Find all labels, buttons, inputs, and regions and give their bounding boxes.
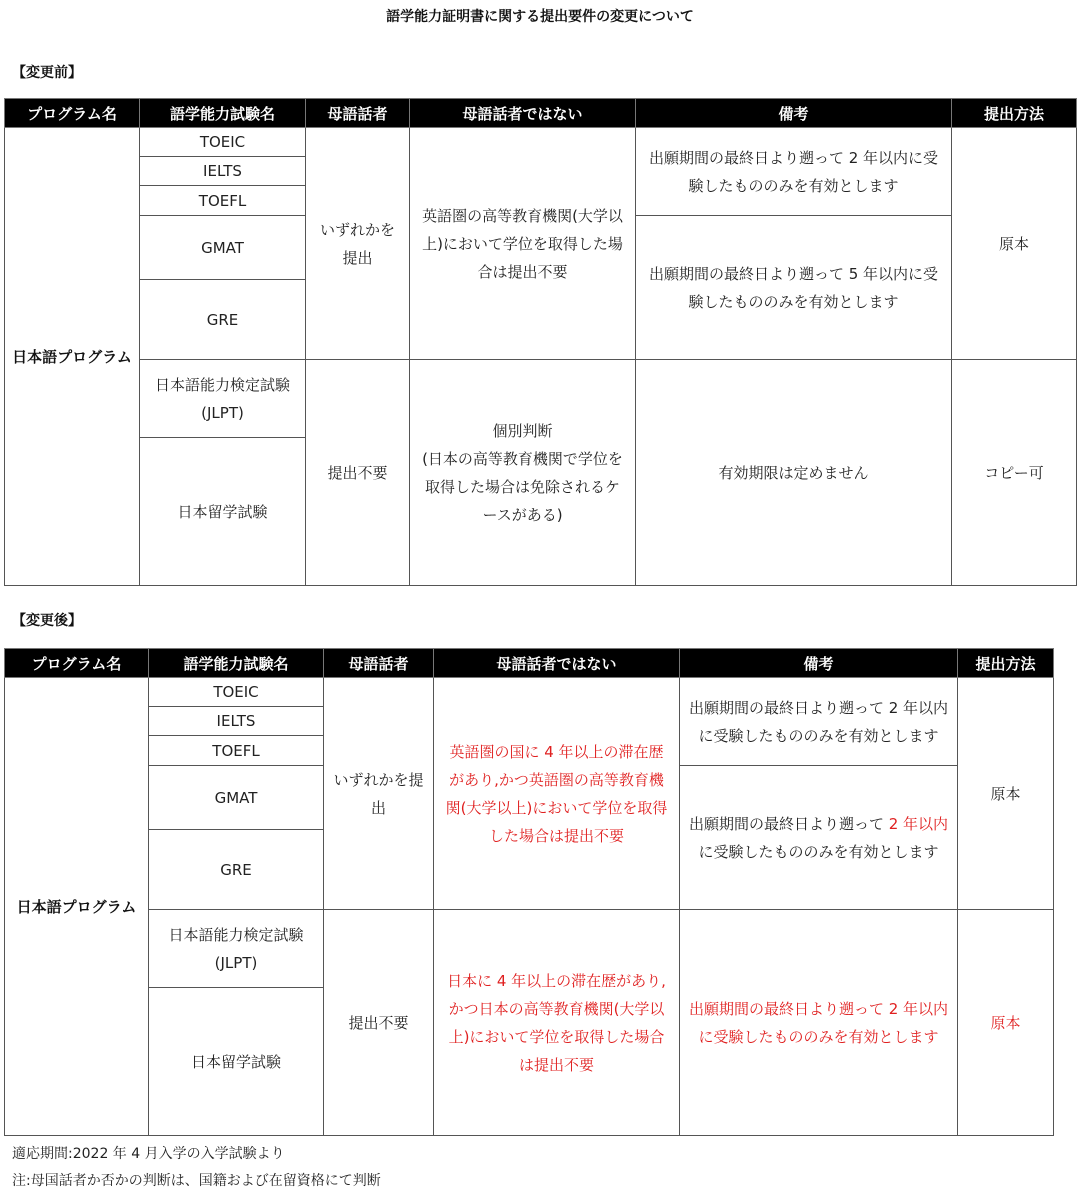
header-remarks: 備考	[680, 649, 958, 678]
test-ielts: IELTS	[149, 707, 324, 736]
header-program: プログラム名	[5, 99, 140, 128]
header-program: プログラム名	[5, 649, 149, 678]
test-ielts: IELTS	[140, 157, 306, 186]
table-row	[5, 360, 1077, 438]
table-row	[5, 910, 1054, 988]
native-cell-group2: 提出不要	[324, 910, 434, 1136]
native-cell-group1: いずれかを提出	[306, 128, 410, 360]
test-toeic: TOEIC	[140, 128, 306, 157]
test-eju: 日本留学試験	[149, 988, 324, 1136]
native-speaker-note: 注:母国話者か否かの判断は、国籍および在留資格にて判断	[12, 1173, 381, 1189]
non-native-cell-group2	[410, 360, 636, 586]
test-gmat: GMAT	[149, 766, 324, 830]
method-cell-group2: 原本	[958, 910, 1054, 1136]
non-native-cell-group2: 日本に 4 年以上の滞在歴があり,かつ日本の高等教育機関(大学以上)において学位を取得した場合は提出不要	[434, 910, 680, 1136]
after-section-label: 【変更後】	[12, 613, 82, 629]
jlpt-line2: (JLPT)	[214, 953, 258, 972]
remark-changed-years: 2 年以内	[888, 814, 949, 833]
method-cell-group1: 原本	[958, 678, 1054, 910]
remark-suffix: に受験したもののみを有効とします	[698, 842, 939, 861]
header-native: 母語話者	[306, 99, 410, 128]
table-row	[5, 128, 1077, 157]
test-jlpt	[149, 910, 324, 988]
header-method: 提出方法	[952, 99, 1077, 128]
native-cell-group2: 提出不要	[306, 360, 410, 586]
non-native-cell-group1: 英語圏の国に 4 年以上の滞在歴があり,かつ英語圏の高等教育機関(大学以上)において学位を取得した場合は提出不要	[434, 678, 680, 910]
header-remarks: 備考	[636, 99, 952, 128]
remark-cell-5yr: 出願期間の最終日より遡って 5 年以内に受験したもののみを有効とします	[636, 216, 952, 360]
native-cell-group1: いずれかを提出	[324, 678, 434, 910]
remark-prefix: 出願期間の最終日より遡って	[688, 814, 889, 833]
header-test-name: 語学能力試験名	[140, 99, 306, 128]
non-native-group2-line1: 個別判断	[492, 421, 553, 440]
method-cell-group2: コピー可	[952, 360, 1077, 586]
test-toefl: TOEFL	[140, 186, 306, 216]
method-cell-group1: 原本	[952, 128, 1077, 360]
test-gre: GRE	[140, 280, 306, 360]
test-eju: 日本留学試験	[140, 438, 306, 586]
non-native-group2-line2: (日本の高等教育機関で学位を取得した場合は免除されるケースがある)	[422, 449, 623, 524]
before-section-label: 【変更前】	[12, 65, 82, 81]
applicable-period-note: 適応期間:2022 年 4 月入学の入学試験より	[12, 1146, 285, 1162]
jlpt-line2: (JLPT)	[201, 403, 244, 422]
remark-cell-2yr: 出願期間の最終日より遡って 2 年以内に受験したもののみを有効とします	[636, 128, 952, 216]
non-native-cell-group1: 英語圏の高等教育機関(大学以上)において学位を取得した場合は提出不要	[410, 128, 636, 360]
test-gre: GRE	[149, 830, 324, 910]
table-row	[5, 678, 1054, 707]
remark-cell-2yr: 出願期間の最終日より遡って 2 年以内に受験したもののみを有効とします	[680, 678, 958, 766]
after-requirements-table	[4, 648, 1054, 1136]
remark-cell-group2: 有効期限は定めません	[636, 360, 952, 586]
test-gmat: GMAT	[140, 216, 306, 280]
header-test-name: 語学能力試験名	[149, 649, 324, 678]
header-non-native: 母語話者ではない	[434, 649, 680, 678]
table-header-row	[5, 99, 1077, 128]
header-native: 母語話者	[324, 649, 434, 678]
table-header-row	[5, 649, 1054, 678]
program-name-cell: 日本語プログラム	[5, 678, 149, 1136]
before-requirements-table	[4, 98, 1077, 586]
jlpt-line1: 日本語能力検定試験	[154, 375, 290, 394]
header-method: 提出方法	[958, 649, 1054, 678]
remark-cell-changed	[680, 766, 958, 910]
remark-cell-group2: 出願期間の最終日より遡って 2 年以内に受験したもののみを有効とします	[680, 910, 958, 1136]
test-jlpt	[140, 360, 306, 438]
test-toefl: TOEFL	[149, 736, 324, 766]
test-toeic: TOEIC	[149, 678, 324, 707]
program-name-cell: 日本語プログラム	[5, 128, 140, 586]
jlpt-line1: 日本語能力検定試験	[168, 925, 304, 944]
header-non-native: 母語話者ではない	[410, 99, 636, 128]
page-title: 語学能力証明書に関する提出要件の変更について	[386, 9, 694, 25]
